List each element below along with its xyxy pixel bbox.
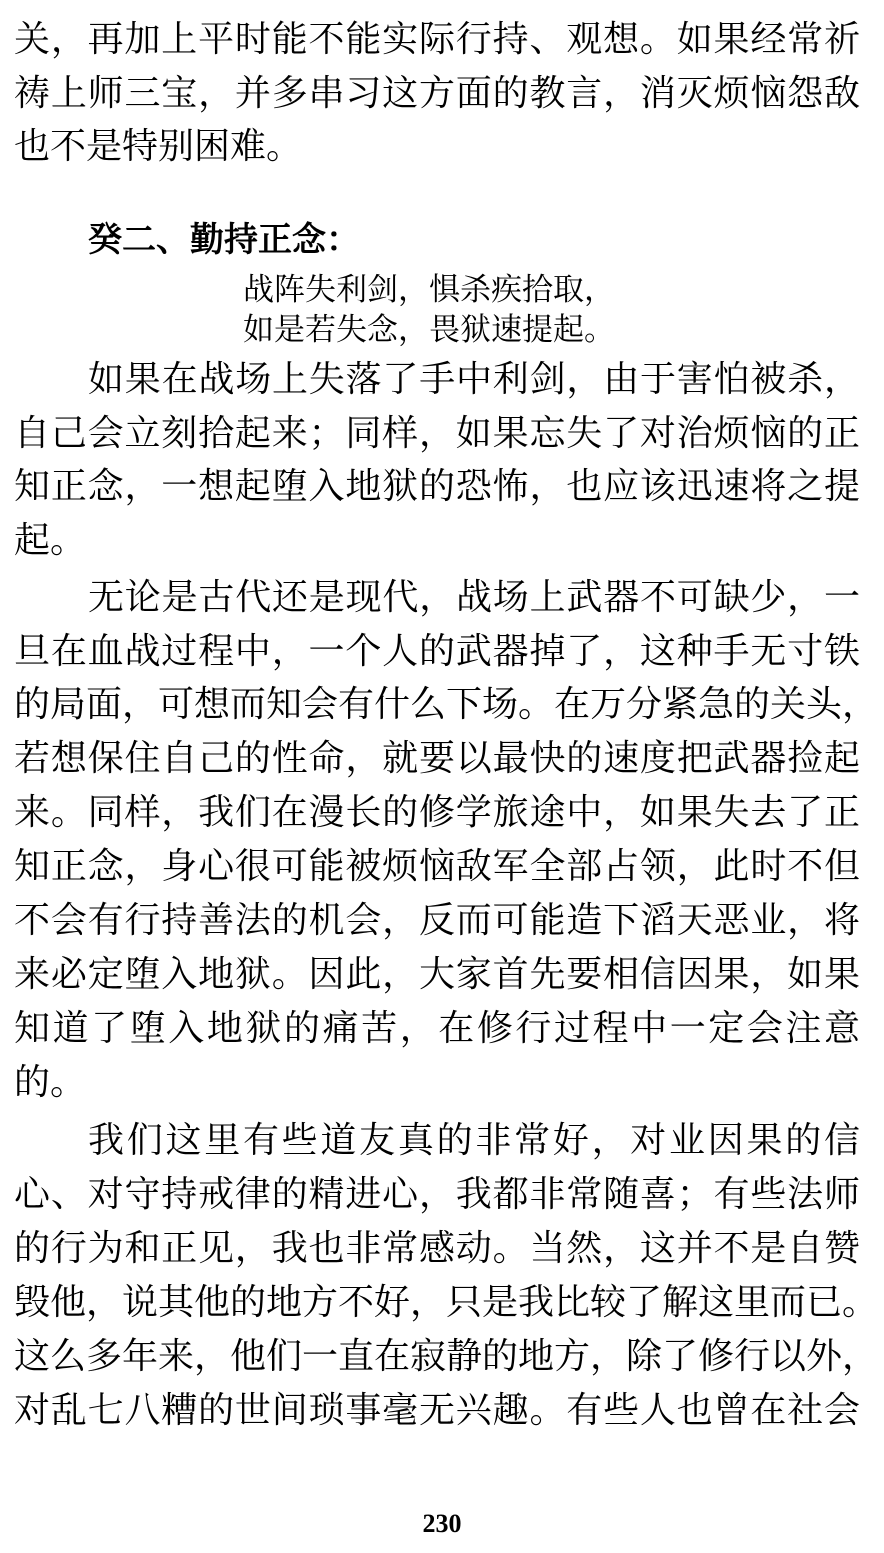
body-text-line: 毁他，说其他的地方不好，只是我比较了解这里而已。 (14, 1282, 879, 1323)
body-text-line: 的行为和正见，我也非常感动。当然，这并不是自赞 (14, 1228, 860, 1269)
body-text-line: 来必定堕入地狱。因此，大家首先要相信因果，如果 (14, 954, 860, 995)
body-text-line: 我们这里有些道友真的非常好，对业因果的信 (88, 1120, 860, 1161)
body-text-line: 心、对守持戒律的精进心，我都非常随喜；有些法师 (14, 1174, 860, 1215)
verse-line: 如是若失念，畏狱速提起。 (243, 312, 615, 348)
section-heading: 癸二、勤持正念： (88, 220, 360, 260)
body-text-line: 知道了堕入地狱的痛苦，在修行过程中一定会注意 (14, 1008, 860, 1049)
body-text-line: 自己会立刻拾起来；同样，如果忘失了对治烦恼的正 (14, 413, 860, 454)
verse-line: 战阵失利剑，惧杀疾拾取， (243, 272, 615, 308)
body-text-line: 知正念，一想起堕入地狱的恐怖，也应该迅速将之提 (14, 466, 860, 507)
body-text-line: 的局面，可想而知会有什么下场。在万分紧急的关头， (14, 684, 879, 725)
page-number: 230 (422, 1509, 462, 1538)
body-text-line: 也不是特别困难。 (14, 126, 303, 167)
body-text-line: 起。 (14, 520, 87, 561)
body-text-line: 关，再加上平时能不能实际行持、观想。如果经常祈 (14, 19, 860, 60)
body-text-line: 的。 (14, 1062, 87, 1103)
body-text-line: 如果在战场上失落了手中利剑，由于害怕被杀， (88, 359, 860, 400)
body-text-line: 无论是古代还是现代，战场上武器不可缺少，一 (88, 577, 860, 618)
body-text-line: 这么多年来，他们一直在寂静的地方，除了修行以外， (14, 1336, 879, 1377)
body-text-line: 不会有行持善法的机会，反而可能造下滔天恶业，将 (14, 900, 860, 941)
body-text-line: 知正念，身心很可能被烦恼敌军全部占领，此时不但 (14, 846, 860, 887)
body-text-line: 来。同样，我们在漫长的修学旅途中，如果失去了正 (14, 792, 860, 833)
body-text-line: 对乱七八糟的世间琐事毫无兴趣。有些人也曾在社会 (14, 1390, 860, 1431)
body-text-line: 若想保住自己的性命，就要以最快的速度把武器捡起 (14, 738, 860, 779)
body-text-line: 旦在血战过程中，一个人的武器掉了，这种手无寸铁 (14, 631, 860, 672)
body-text-line: 祷上师三宝，并多串习这方面的教言，消灭烦恼怨敌 (14, 73, 860, 114)
